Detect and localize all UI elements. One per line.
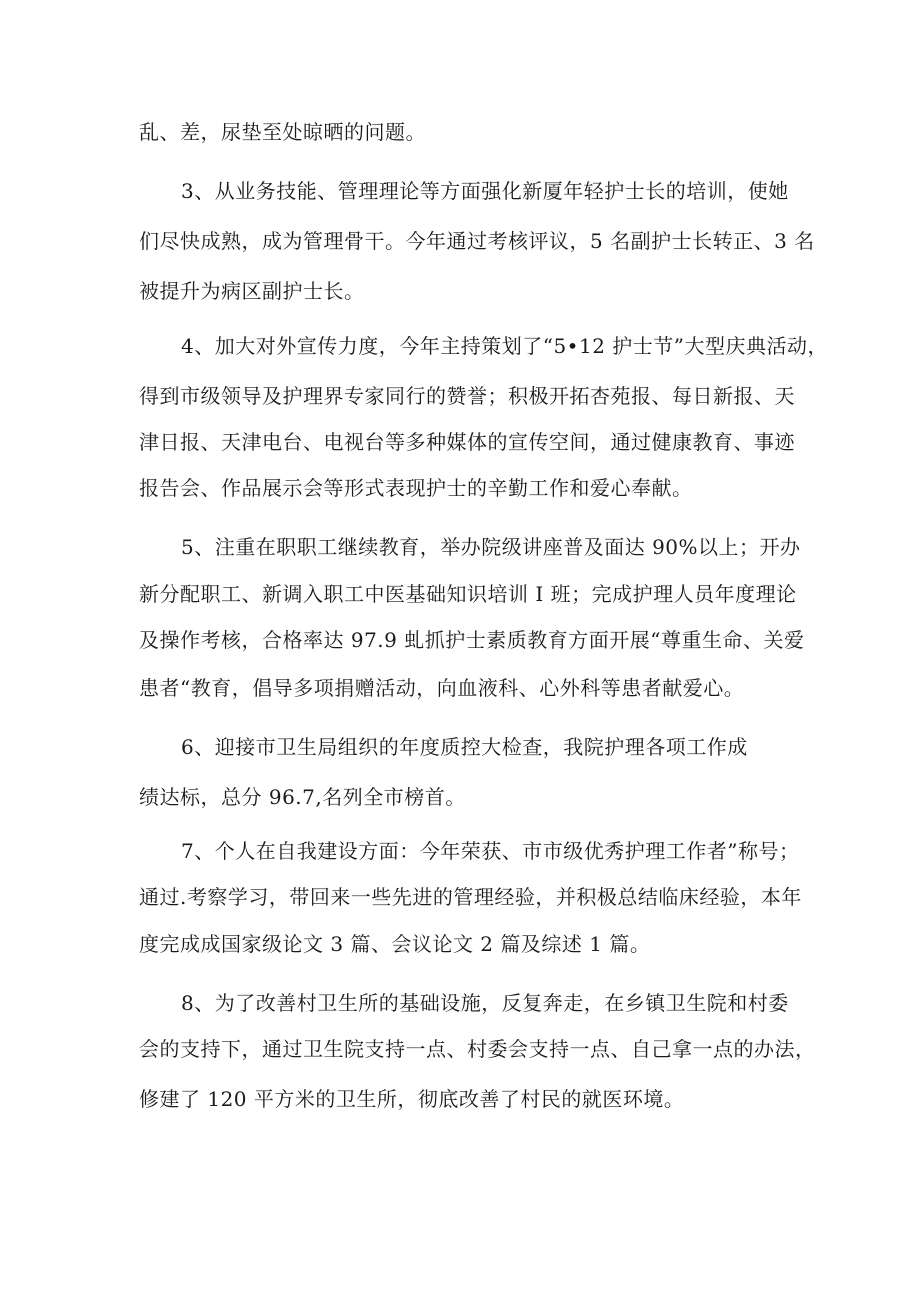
paragraph-fragment-line-1: 乱、差，尿垫至处晾晒的问题。 [139,120,426,144]
paragraph-8-line-3: 修建了 120 平方米的卫生所，彻底改善了村民的就医环境。 [139,1087,685,1111]
paragraph-7-line-2: 通过.考察学习，带回来一些先进的管理经验，并积极总结临床经验，本年 [139,885,802,909]
paragraph-4-line-2: 得到市级领导及护理界专家同行的赞誉；积极开拓杏苑报、每日新报、天 [139,384,795,408]
paragraph-7-line-1: 7、个人在自我建设方面：今年荣获、市市级优秀护理工作者”称号； [181,839,800,863]
paragraph-5-line-1: 5、注重在职职工继续教育，举办院级讲座普及面达 90%以上；开办 [181,535,801,559]
paragraph-6-line-1: 6、迎接市卫生局组织的年度质控大检查，我院护理各项工作成 [181,735,748,759]
paragraph-8-line-1: 8、为了改善村卫生所的基础设施，反复奔走，在乡镇卫生院和村委 [181,991,789,1015]
paragraph-4-line-3: 津日报、天津电台、电视台等多种媒体的宣传空间，通过健康教育、事迹 [139,430,795,454]
paragraph-6-line-2: 绩达标，总分 96.7,名列全市榜首。 [139,785,466,809]
paragraph-5-line-2: 新分配职工、新调入职工中医基础知识培训 I 班；完成护理人员年度理论 [139,582,797,606]
paragraph-3-line-3: 被提升为病区副护士长。 [139,279,365,303]
paragraph-7-line-3: 度完成成国家级论文 3 篇、会议论文 2 篇及综述 1 篇。 [139,932,651,956]
paragraph-5-line-4: 患者“教育，倡导多项捐赠活动，向血液科、心外科等患者献爱心。 [139,676,745,700]
paragraph-4-line-4: 报告会、作品展示会等形式表现护士的辛勤工作和爱心奉献。 [139,476,693,500]
paragraph-5-line-3: 及操作考核，合格率达 97.9 虬抓护士素质教育方面开展“尊重生命、关爱 [139,628,805,652]
paragraph-3-line-2: 们尽快成熟，成为管理骨干。今年通过考核评议，5 名副护士长转正、3 名 [139,229,815,253]
paragraph-8-line-2: 会的支持下，通过卫生院支持一点、村委会支持一点、自己拿一点的办法， [139,1037,816,1061]
paragraph-3-line-1: 3、从业务技能、管理理论等方面强化新厦年轻护士长的培训，使她 [181,179,789,203]
paragraph-4-line-1: 4、加大对外宣传力度，今年主持策划了“5•12 护士节”大型庆典活动， [181,334,829,358]
